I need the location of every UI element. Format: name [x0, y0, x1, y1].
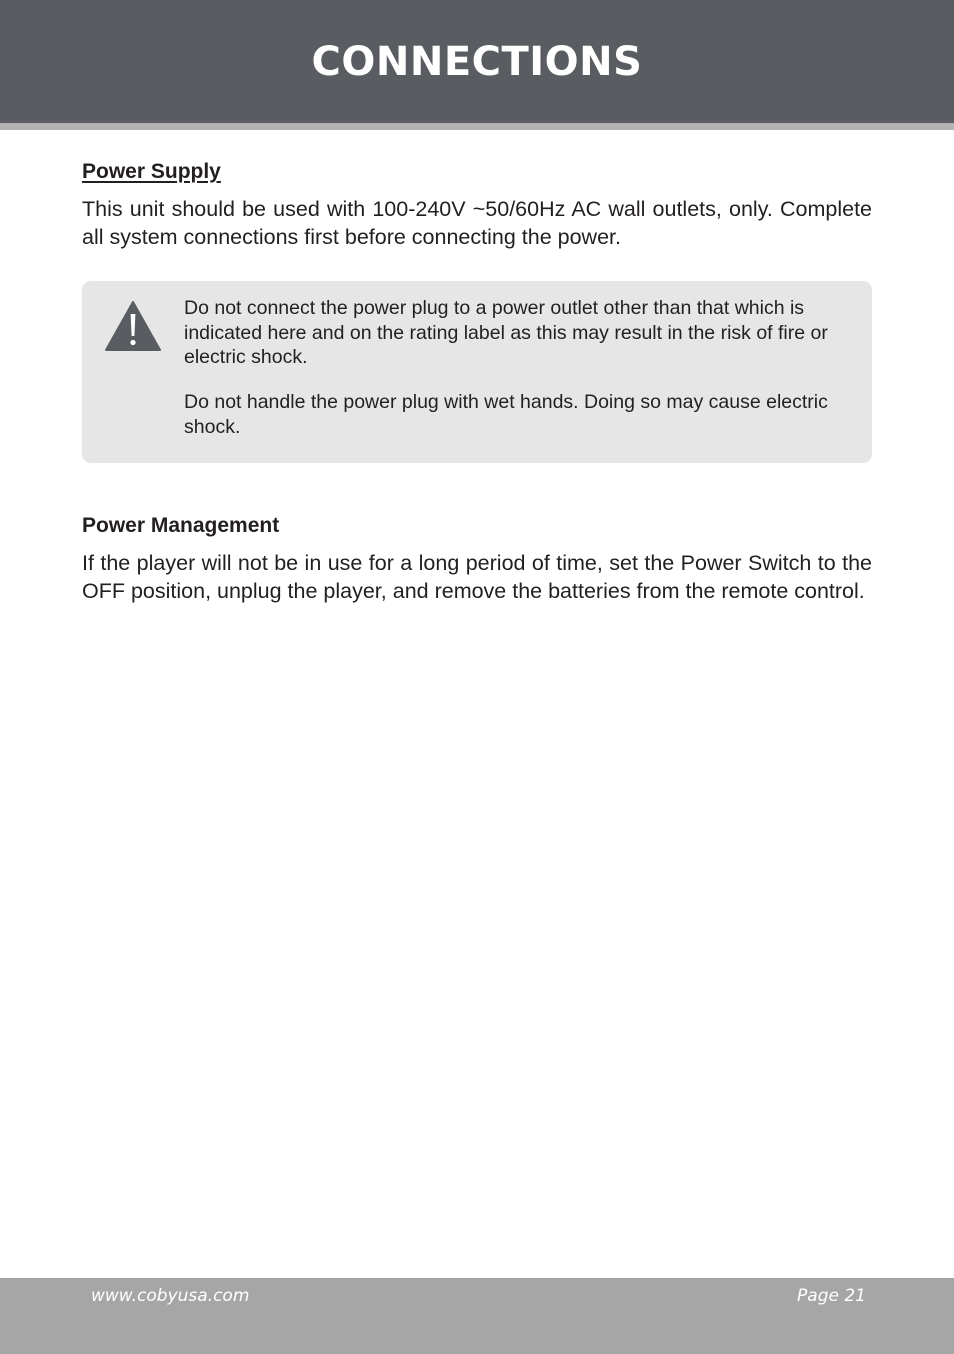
warning-text-power-outlet: Do not connect the power plug to a power outlet other than that which is indicated here and on the rating label as this may result in the risk of fire or electric shock. [184, 297, 828, 368]
page-footer [0, 1278, 954, 1354]
power-management-heading: Power Management [82, 514, 280, 537]
warning-triangle-icon [104, 300, 162, 352]
power-supply-heading: Power Supply [82, 160, 221, 183]
power-supply-text: This unit should be used with 100-240V ~50/60Hz AC wall outlets, only. Complete all system connections first before connecting the power. [82, 197, 872, 249]
page-title: CONNECTIONS [311, 39, 643, 85]
power-management-text: If the player will not be in use for a long period of time, set the Power Switch to the OFF position, unplug the player, and remove the batteries from the remote control. [82, 551, 872, 603]
warning-box [82, 281, 872, 463]
footer-website-link[interactable]: www.cobyusa.com [91, 1286, 250, 1306]
header-divider [0, 123, 954, 130]
page-header [0, 0, 954, 123]
warning-text-wet-hands: Do not handle the power plug with wet hands. Doing so may cause electric shock. [184, 391, 828, 438]
page-number: Page 21 [797, 1286, 866, 1306]
